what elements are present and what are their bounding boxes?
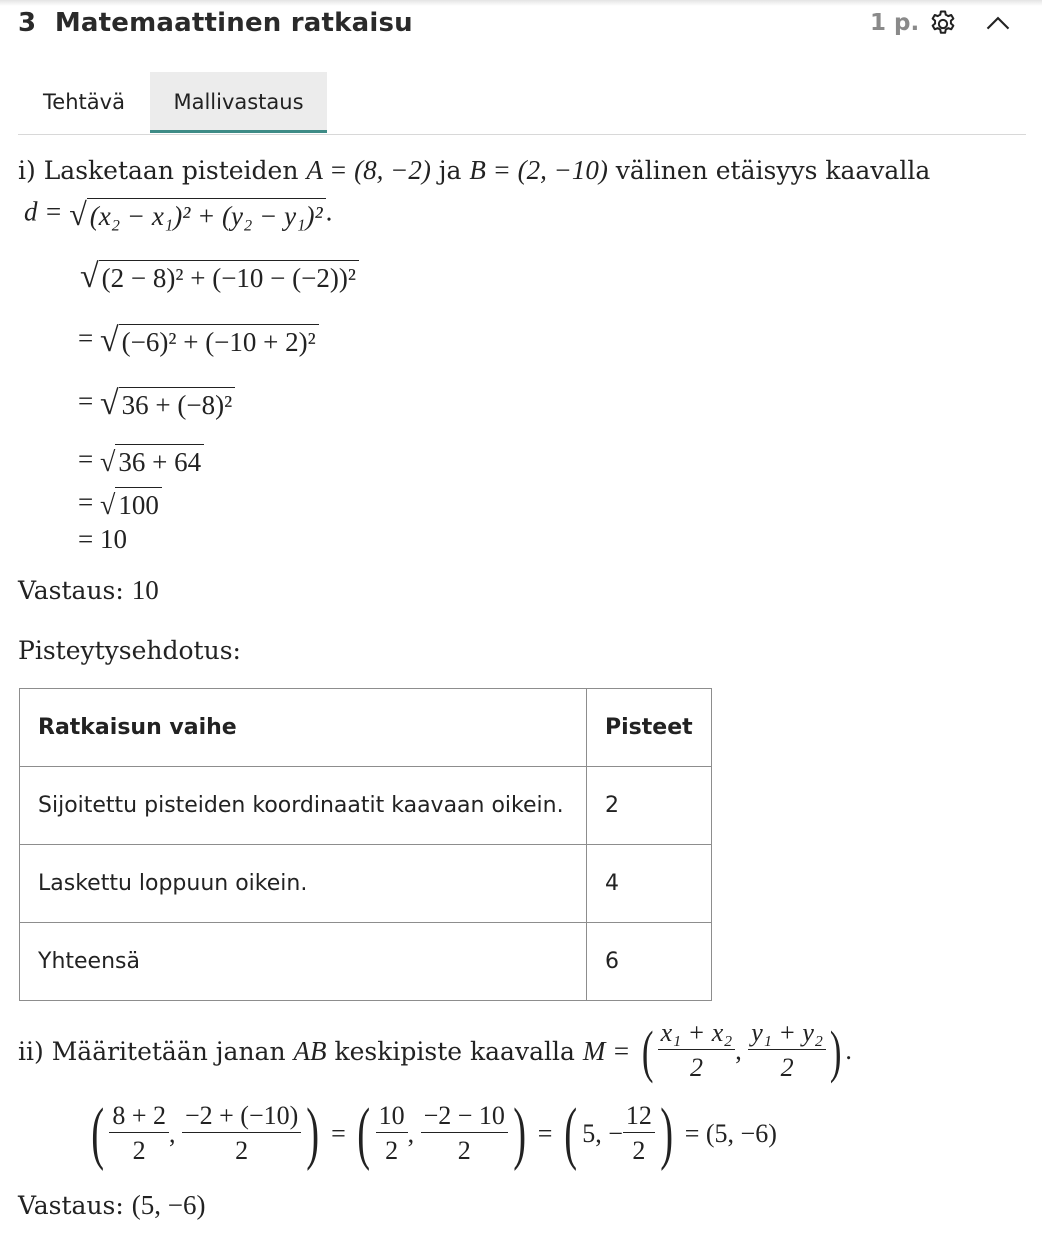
distance-formula: d = √ (x₂ − x₁)² + (y₂ − y₁)² . (24, 196, 333, 232)
point-b: B = (2, −10) (469, 155, 608, 185)
table-cell: Sijoitettu pisteiden koordinaatit kaavaan oikein. (20, 767, 587, 845)
table-cell: 6 (587, 923, 712, 1001)
task-points: 1 p. (870, 10, 920, 36)
part2-intro: ii) Määritetään janan AB keskipiste kaavalla M = ( $\frac{\text{x₁ + x₂}}{2}$ , $\frac{\text{y₁ + y₂}}{2}$ ) . (18, 1017, 852, 1084)
part1-answer: Vastaus: 10 (18, 575, 159, 605)
column-header: Ratkaisun vaihe (20, 689, 587, 767)
table-cell: Yhteensä (20, 923, 587, 1001)
table-row (20, 767, 712, 845)
scoring-title: Pisteytysehdotus: (18, 636, 241, 665)
step-6: = 10 (78, 524, 127, 554)
table-row (20, 845, 712, 923)
step-4: = √ 36 + 64 (78, 444, 204, 479)
step-1: √ (2 − 8)² + (−10 − (−2))² (80, 258, 359, 296)
table-header-row (20, 689, 712, 767)
column-header: Pisteet (587, 689, 712, 767)
table-cell: Laskettu loppuun oikein. (20, 845, 587, 923)
table-cell: 4 (587, 845, 712, 923)
midpoint-calculation: ( $\frac{8 + 2}{2}$ , $\frac{-2 + (-10)}{2}$ ) = ( $\frac{10}{2}$ , $\frac{-2 - 10}{2}$ ) = ( 5, − $\frac{12}{2}$ ) = (5, −6) (91, 1095, 777, 1172)
table-row (20, 923, 712, 1001)
step-3: = √ 36 + (−8)² (78, 385, 235, 423)
midpoint-formula: ( $\frac{\text{x₁ + x₂}}{2}$ , $\frac{\text{y₁ + y₂}}{2}$ ) . (642, 1017, 852, 1084)
tab-tehtava[interactable]: Tehtävä (43, 90, 125, 114)
step-5: = √ 100 (78, 487, 162, 522)
task-number: 3 (18, 8, 37, 38)
table-cell: 2 (587, 767, 712, 845)
part1-intro: i) Lasketaan pisteiden A = (8, −2) ja B = (2, −10) välinen etäisyys kaavalla (18, 155, 931, 185)
part2-answer: Vastaus: (5, −6) (18, 1190, 206, 1220)
tab-bar (18, 72, 1026, 135)
point-a: A = (8, −2) (306, 155, 431, 185)
scoring-table (19, 688, 712, 1001)
task-title-text: Matemaattinen ratkaisu (54, 8, 413, 38)
step-2: = √ (−6)² + (−10 + 2)² (78, 322, 319, 360)
gear-icon[interactable] (928, 9, 958, 39)
task-title (18, 8, 413, 38)
task-header (18, 6, 1024, 46)
tab-mallivastaus[interactable]: Mallivastaus (150, 72, 327, 133)
chevron-up-icon[interactable] (984, 10, 1012, 38)
